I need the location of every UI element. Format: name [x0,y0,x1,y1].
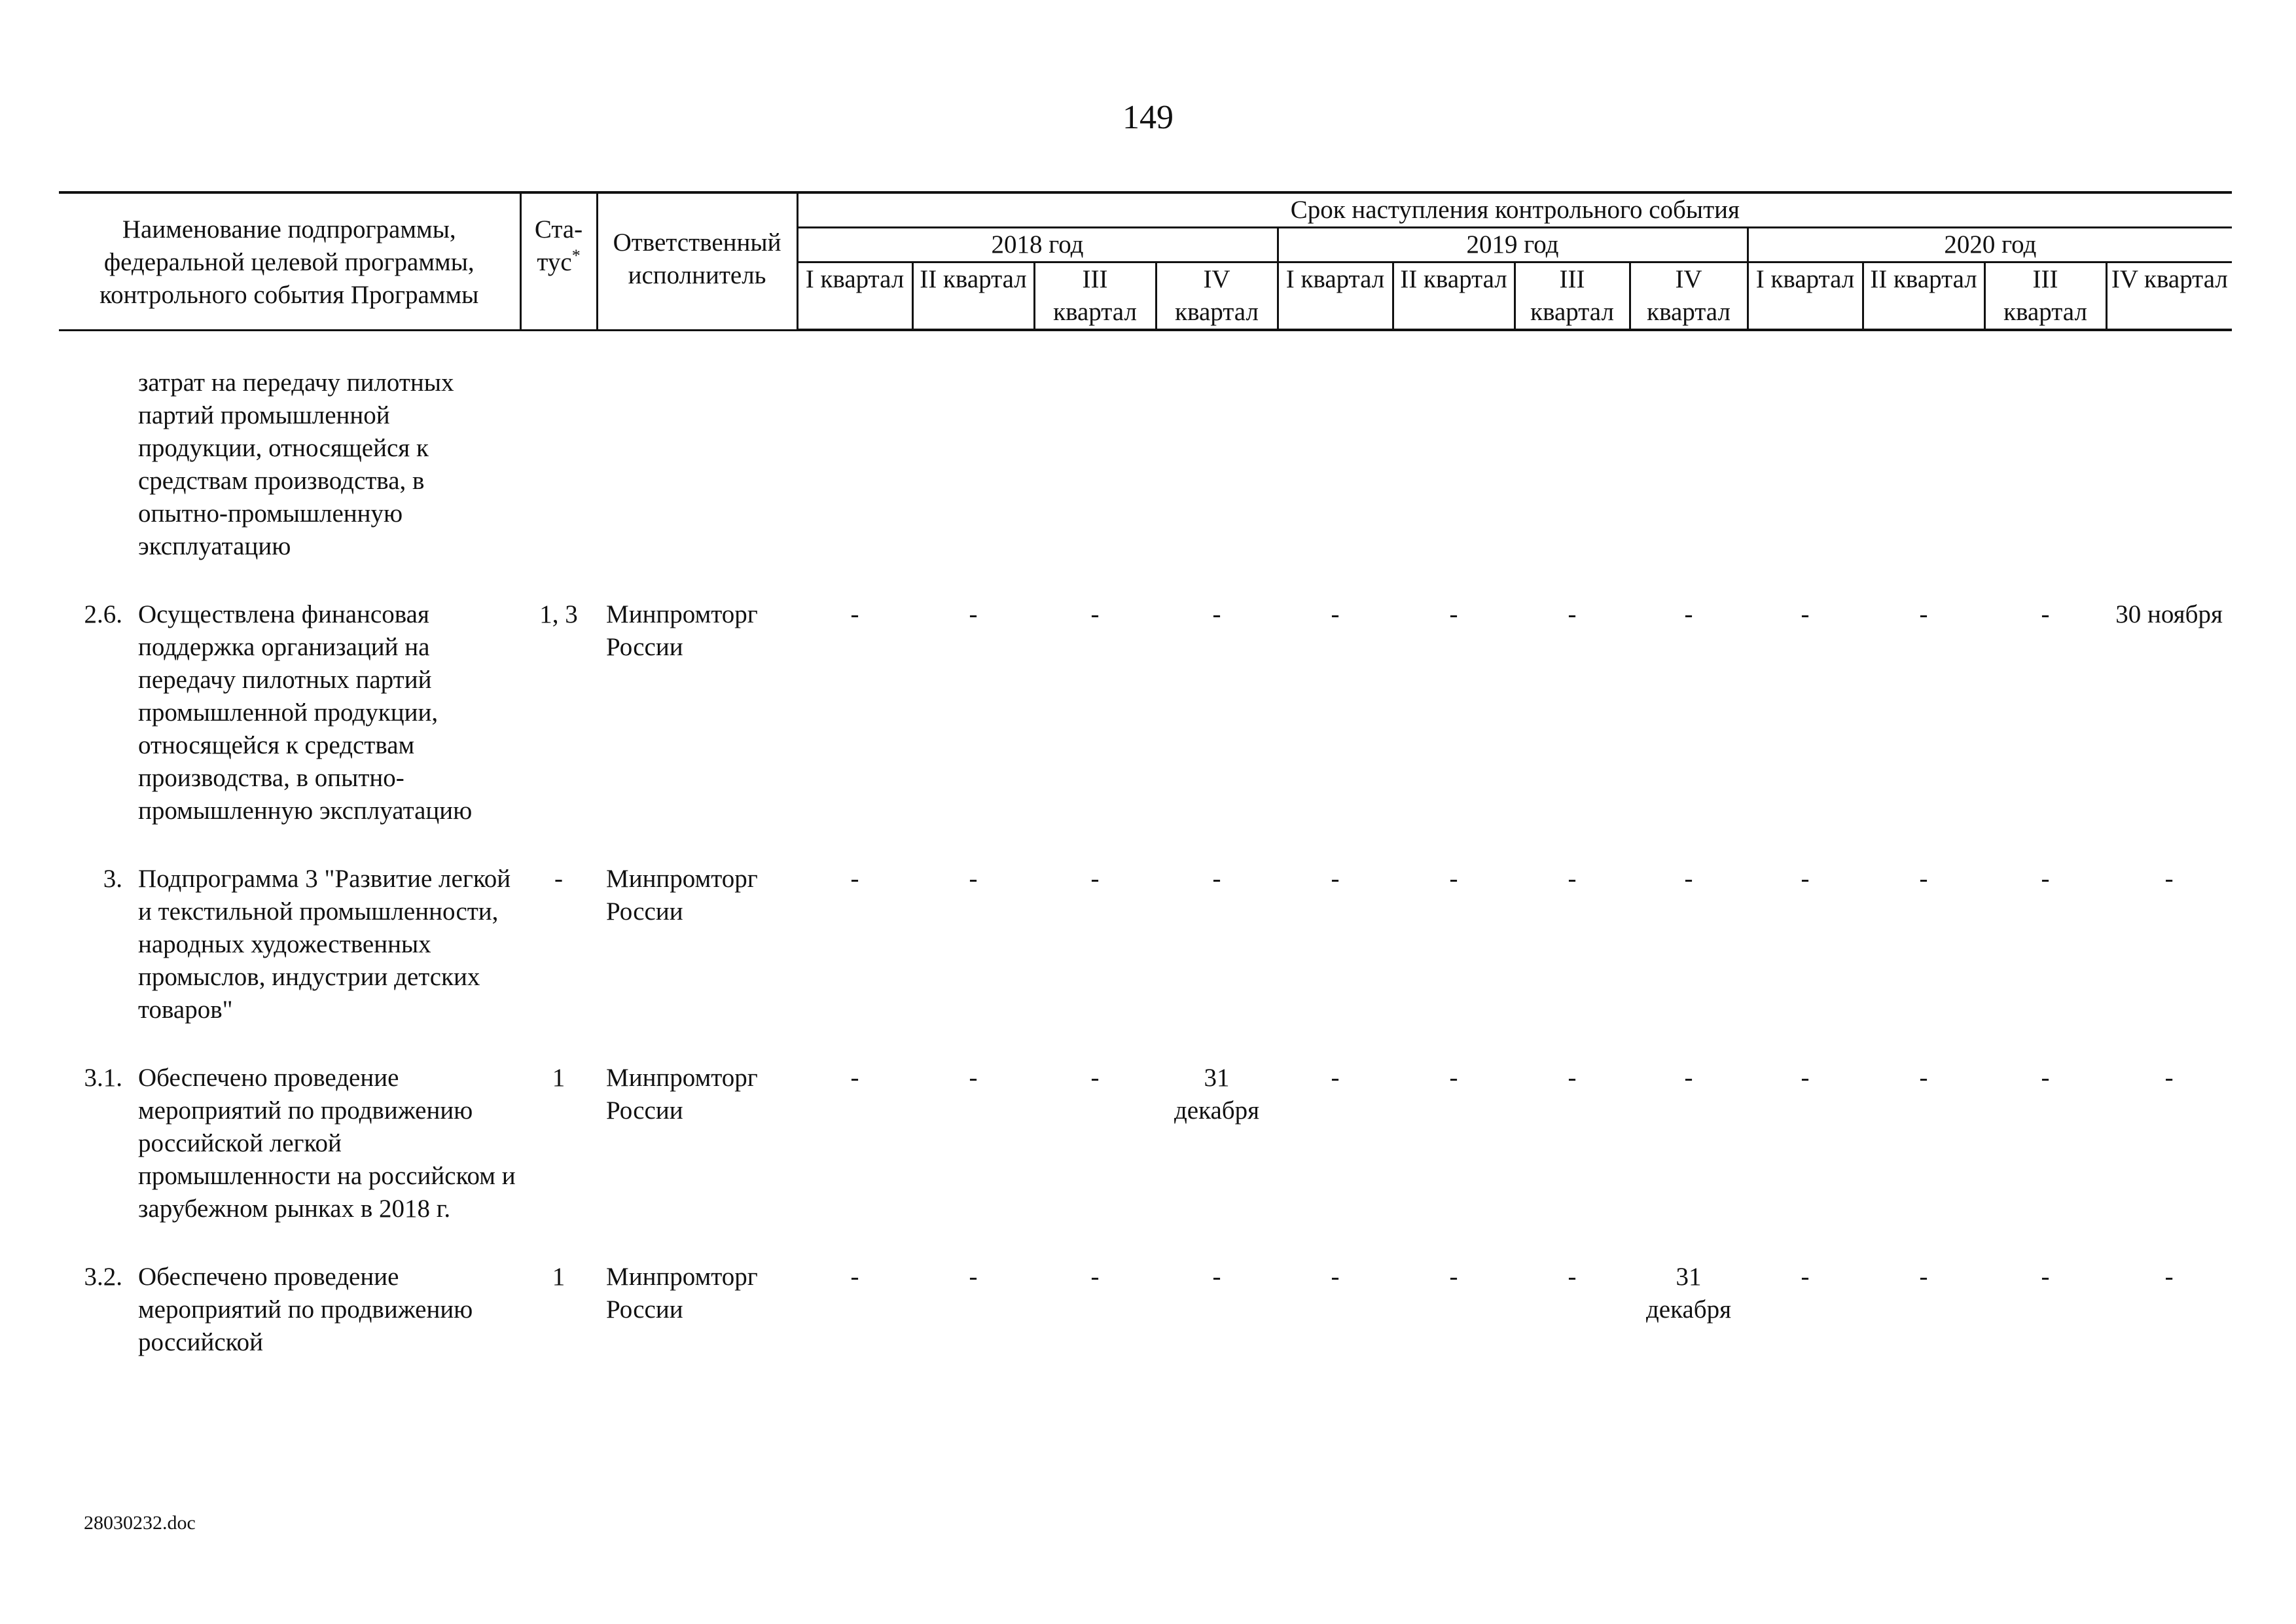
row-number: 3. [103,865,122,893]
quarter-cell: - [2041,865,2050,893]
table-row [59,1261,2232,1359]
quarter-cell [2106,367,2232,563]
executor-cell: Минпромторг России [606,1064,758,1125]
quarter-cell: - [1449,865,1458,893]
quarter-cell: - [1212,865,1221,893]
quarter-cell: 31 декабря [1174,1064,1260,1125]
quarter-cell: - [850,1064,859,1092]
table-row [59,863,2232,1026]
quarter-cell: - [1449,600,1458,628]
year-header-2018: 2018 год [797,228,1278,262]
quarter-cell: - [1801,865,1810,893]
quarter-cell [1984,367,2106,563]
quarter-header: I квартал [1748,262,1863,331]
event-name: затрат на передачу пилотных партий промышленной продукции, относящейся к средствам производства, в опытно-промышленную эксплуатацию [138,369,454,560]
quarter-header: I квартал [797,262,912,331]
quarter-header: I квартал [1278,262,1393,331]
row-spacer [59,1026,2232,1062]
quarter-cell [1278,367,1393,563]
status-cell: 1 [552,1263,565,1291]
quarter-cell: - [2164,865,2174,893]
quarter-header: II квартал [1863,262,1984,331]
row-number: 3.2. [84,1263,122,1291]
quarter-cell: - [1919,865,1928,893]
row-number [59,367,134,563]
quarter-cell [1515,367,1630,563]
quarter-cell: - [1331,865,1340,893]
row-number: 2.6. [84,600,122,628]
deadline-column-header: Срок наступления контрольного события [797,192,2232,228]
year-header-2020: 2020 год [1748,228,2232,262]
table-row [59,1062,2232,1225]
row-spacer [59,563,2232,598]
quarter-cell: - [1684,865,1693,893]
quarter-cell: - [1449,1064,1458,1092]
quarter-cell: - [1090,1064,1100,1092]
row-spacer [59,827,2232,863]
quarter-cell [1748,367,1863,563]
status-cell: - [554,865,564,893]
row-spacer-cell [59,827,2232,863]
quarter-cell: - [1919,1064,1928,1092]
quarter-header: IV квартал [1630,262,1748,331]
quarter-cell: - [850,1263,859,1291]
quarter-cell [1630,367,1748,563]
quarter-cell: - [1331,1263,1340,1291]
quarter-header: IV квартал [2106,262,2232,331]
quarter-cell: - [2164,1064,2174,1092]
table-header [59,192,2232,330]
table-row [59,367,2232,563]
quarter-cell: - [1090,865,1100,893]
page-number: 149 [1122,99,1174,136]
row-spacer-cell [59,563,2232,598]
executor-cell: Минпромторг России [606,865,758,926]
row-spacer-cell [59,1026,2232,1062]
quarter-cell: - [969,1064,978,1092]
quarter-header: II квартал [912,262,1034,331]
quarter-cell: - [1801,600,1810,628]
row-spacer-cell [59,1225,2232,1261]
quarter-cell: - [1090,1263,1100,1291]
quarter-cell: - [1801,1263,1810,1291]
quarter-cell: - [2041,600,2050,628]
table-body [59,330,2232,1359]
quarter-header: III квартал [1984,262,2106,331]
quarter-cell: - [2041,1064,2050,1092]
quarter-cell: - [1684,1064,1693,1092]
executor-cell [597,367,797,563]
event-name: Обеспечено проведение мероприятий по продвижению российской легкой промышленности на российском и зарубежном рынках в 2018 г. [138,1064,516,1223]
row-spacer [59,1225,2232,1261]
quarter-cell: - [969,1263,978,1291]
quarter-cell: - [1331,600,1340,628]
quarter-cell: - [1568,1064,1577,1092]
quarter-cell: - [1331,1064,1340,1092]
quarter-cell: - [1568,865,1577,893]
status-column-header [520,192,597,330]
quarter-cell: - [1212,600,1221,628]
quarter-cell: - [1568,1263,1577,1291]
quarter-cell [912,367,1034,563]
status-footnote-mark: * [571,246,581,265]
name-column-header: Наименование подпрограммы, федеральной целевой программы, контрольного события Программы [59,192,520,330]
quarter-header: III квартал [1034,262,1156,331]
executor-cell: Минпромторг России [606,1263,758,1324]
event-name: Подпрограмма 3 "Развитие легкой и текстильной промышленности, народных художественных промыслов, индустрии детских товаров" [138,865,511,1024]
quarter-cell [1156,367,1278,563]
quarter-cell: - [1568,600,1577,628]
quarter-cell [1393,367,1515,563]
row-spacer [59,330,2232,367]
quarter-cell [1034,367,1156,563]
quarter-cell: - [2164,1263,2174,1291]
status-cell [520,367,597,563]
quarter-header: II квартал [1393,262,1515,331]
quarter-cell: - [969,865,978,893]
row-number: 3.1. [84,1064,122,1092]
status-cell: 1 [552,1064,565,1092]
row-spacer-cell [59,330,2232,367]
quarter-cell: - [1212,1263,1221,1291]
quarter-header: IV квартал [1156,262,1278,331]
status-cell: 1, 3 [539,600,578,628]
quarter-cell: - [1090,600,1100,628]
event-name: Обеспечено проведение мероприятий по продвижению российской [138,1263,473,1356]
quarter-header: III квартал [1515,262,1630,331]
executor-cell: Минпромторг России [606,600,758,661]
control-events-table [59,191,2232,1359]
quarter-cell: - [1919,600,1928,628]
table-row [59,598,2232,827]
quarter-cell: - [969,600,978,628]
quarter-cell: - [850,865,859,893]
document-filename: 28030232.doc [84,1512,196,1534]
quarter-cell [1863,367,1984,563]
quarter-cell [797,367,912,563]
executor-column-header: Ответственный исполнитель [597,192,797,330]
quarter-cell: 31 декабря [1645,1263,1732,1324]
quarter-cell: - [2041,1263,2050,1291]
quarter-cell: - [850,600,859,628]
event-name: Осуществлена финансовая поддержка организаций на передачу пилотных партий промышленной продукции, относящейся к средствам производства, в опытно-промышленную эксплуатацию [138,600,473,825]
quarter-cell: 30 ноября [2115,600,2223,628]
quarter-cell: - [1684,600,1693,628]
quarter-cell: - [1449,1263,1458,1291]
quarter-cell: - [1919,1263,1928,1291]
status-column-label: Ста-тус [534,215,583,276]
year-header-2019: 2019 год [1278,228,1748,262]
quarter-cell: - [1801,1064,1810,1092]
